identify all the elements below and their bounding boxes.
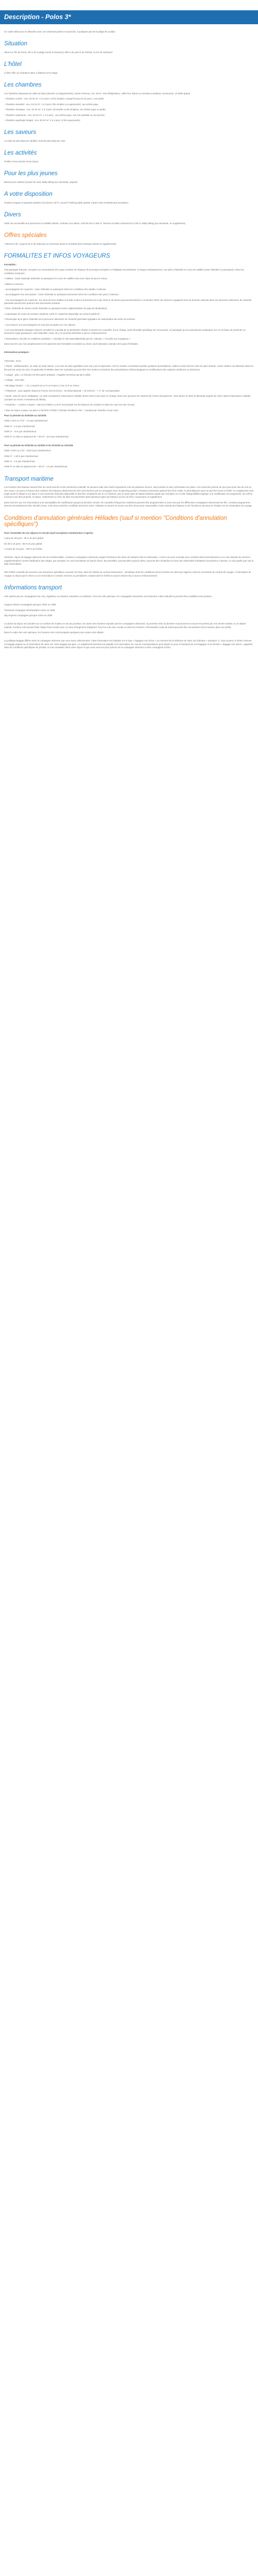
formalites-label: Formalités : (4, 263, 17, 266)
page-title: Description - Polos 3* (4, 13, 71, 21)
disposition-heading: A votre disposition (4, 191, 53, 198)
pratiques-line: Hôtel 4 clés ou 1*/2* : 2 € par chambre/nuit (4, 419, 47, 422)
pratiques-line: Hôtel 4* : 10 € par chambre/nuit (4, 430, 36, 433)
pratiques-line: • Voltage : 220 volts. (4, 379, 25, 382)
pratiques-line: Hôtel 4* : 3 € par chambre/nuit (4, 460, 35, 463)
page (0, 10, 258, 662)
divers-text: Hôtel non accessible aux personnes à mobilité réduite. Animaux non admis. Arrêt de bus à 300 m. Taverne et petits commerces à 100 m. Baby-sitting (sur demande, en supplément). (4, 222, 186, 225)
formalites-line: • Les ressortissants étrangers doivent consulter le consulat de la destination choisie et doivent se conseiller, à leur charge, toute formalité spécifique les concernant. Un passager qui ne pourrait pas embarquer sur un vol faute de présenter un document exigé (passeport, carte d'identité, visas, etc.) ne pourrait prétendre à aucun remboursement. (4, 328, 246, 335)
pratiques-line: • Santé : pas de vaccin obligatoire. La carte européenne d'assurance maladie donne droit à une prise en charge mais ceux qui pour les citoyens de l'Union Européenne. Vous devez en faire la demande auprès de votre caisse d'assurance maladie (compter au moins 2 semaines de délais). (4, 395, 251, 401)
pratiques-line: Pour la période du 01/01/26 au 31/3/26 et du 01/11/26 au 31/12/26 (4, 444, 73, 447)
transport-line: Dans tous les cas, les réservations sont susceptibles de modification jusqu'à la dernière minute. De nouvelles fréquences maritimes peuvent être programmées à notre insu par les différentes compagnies desservant les îles. Certains programmes devront éventuellement être décalés d'une, voire deux journées, modifiant ainsi leur ordre. Héliades ne pourra en aucun cas être tenue pour responsable ni des retards des bateaux et de l'incidence qui peut en résulter sur la continuation du voyage. (4, 501, 252, 507)
situation-heading: Situation (4, 41, 27, 47)
formalites-line: - Les mineurs non-accompagnés ne sont pas acceptés sur nos séjours. (4, 323, 76, 326)
saveurs-text: La salle de petit déjeuner (buffet), formule petit déjeuner. Bar. (4, 139, 66, 142)
annulation-line: A moins de 15 jours : 100 % du forfait (4, 547, 42, 550)
infos-transport-line: Aegean Airlines Compagnie grecque créée en 1999 (4, 603, 56, 606)
chambres-line: - Chambre confort : env. 20-22 m², 1 à 3 pers. (2 lits simples, canapé-lit pour la 3e pers.), vue jardin. (4, 97, 105, 100)
annulation-heading: Conditions d'annulation générales Héliades (sauf si mention "Conditions d'annulation spécifiques") (4, 515, 227, 528)
pratiques-line: • Climat : méditerranéen, se visite en toute saison. Les mois les plus agréables sont mai, juin et septembre. Avril et octobre connaissent parfois quelques perturbations. Juillet et août sont les mois les plus chauds, certes chaleur est atténuée dans les îles par les vents du nord, en particulier le Meltem dans les Cyclades qui peut être très violent et entraîner des perturbations météorologiques et modifications des rotations maritimes ou aériennes. (4, 365, 253, 371)
divers-heading: Divers (4, 212, 21, 218)
jeunes-heading: Pour les plus jeunes (4, 171, 58, 177)
formalites-line: • Autorisation de sortie du territoire (imprimé Cerfa N° 15646*01 disponible sur service-public.fr) (4, 312, 100, 315)
formalites-line: Tout passager français, européen ou ressortissant d'un pays membre de l'Espace Économique Européen a l'obligation de présenter, à chaque embarquement, une pièce d'identité en cours de validité (carte d'identité ou passeport), selon les conditions suivantes : (4, 268, 244, 275)
pratiques-line: • Monnaie : Euro (4, 359, 21, 362)
activites-heading: Les activités (4, 150, 37, 157)
transport-line: Les horaires des bateaux doivent être les seuls donnés à titre strictement indicatif. Ils peuvent subir des écarts importants voire de plusieurs heures, sans préavis et avec information sur place. Une traversée prévue de jour peut avoir lieu de nuit ou vice versa. Les jours et heures des rotations des bateaux désservent les îles sont fournies par la compagnie avec le planning produit. Certaines traversées partent très tôt le matin, le petit déjeuner peut ne pas être fourni à l'hôtel. Un supplément sera exigé avant le départ si sur place si une traversée était plus disponible et doit être remplacée par un vol intérieur, par un autre type de bateau (bateau rapide par exemple) ou si cette indisponibilité implique une modification du programme. De même il pourra vous être proposé, en place, notamment un vélo, de faire les traversées dans plusieurs types de bateaux au lieu du ferry, moyennant un supplément. (4, 486, 254, 499)
disposition-text: Chaises longues et parasols gratuits à la piscine. Wi-Fi, accueil. Parking public gratuit. Cartes Visa et Mastercard acceptées. (4, 201, 129, 204)
hotel-text: L'hôtel offre 42 chambres dans 1 bâtiment d'un étage. (4, 72, 58, 75)
pratiques-line: • Décalage horaire : + 1h. Lorsqu'il est 12 h en France, il est 13 h en Grèce. (4, 384, 80, 387)
annulation-line: A plus de 30 jours : 35 % du prix global (4, 537, 43, 540)
infos-transport-line: Dans le cadre des vols spéciaux, les horaires sont communiqués quelques jours avant votre départ. (4, 631, 104, 634)
formalites-line: - non accompagnés de 2 parents : En vertu de la loi relative à la lutte contre le terrorisme du 3 juin 2016 et du décret gouvernemental du 2 novembre 2016, les mineurs voyageant hors du territoire national sans une personne détentrice de l'autorité parentale doivent être porteurs des documents suivants : (4, 298, 252, 305)
annulation-line: De 30 à 15 jours : 85 % du prix global (4, 542, 42, 545)
chambres-line: - Chambre classique : env. 22-24 m², 1 à 2 pers. (lit double ou lits simples), vue arrière-pays ou jardin. (4, 108, 106, 111)
pratiques-line: Hôtel 5* ou villa ou logement de + 80 m² : 15 € par chambre/nuit (4, 435, 69, 438)
formalites-line: • Adultes : Carte nationale d'identité ou passeport en cours de validité et/ou avec date de pour le retour. (4, 277, 108, 280)
activites-text: Profitez d'une piscine d'eau douce. (4, 160, 39, 163)
title-bar (0, 10, 258, 24)
pratiques-line: • Téléphone : pour appeler depuis la France vers la Grèce : 00 (international) + 30 (Grèce) – + n° de correspondant. (4, 389, 120, 393)
formalites-line: - accompagnés de 2 parents : carte d'identité ou passeport selon les conditions des adultes ci-dessus. (4, 287, 107, 291)
pratiques-line: Hôtel 3* : 5 € par chambre/nuit (4, 425, 35, 428)
chambres-line: Les chambres disposent de salle de bains (douche ou baignoire/WC), sèche-cheveux, A/C, Wi-Fi, mini-réfrigérateur, coffre-fort, balcon ou terrasse (certaines communes). Lit bébé gratuit. (4, 92, 191, 95)
infos-transport-line: Vols opérés par les compagnies low cost, régulières ou charters suivantes ou similaires. Pour les vols spéciaux, les compagnies associées sont données à titre indicatif et peuvent être modifiées sans préavis : (4, 595, 213, 598)
chambres-line: - Chambre supérieure : env. 22-24 m², 1 à 2 pers., vue arrière-pays, vue mer partielle ou vue piscine. (4, 113, 105, 116)
formalites-line: - accompagnés d'un seul parent : Carte d'identité ou passeport personnel selon les conditions des parci-ci-dessus. (4, 293, 119, 296)
infos-transport-line: Transavia compagnie Néerlandaise créée en 1965 (4, 608, 55, 612)
offres-heading: Offres spéciales (4, 232, 47, 239)
saveurs-heading: Les saveurs (4, 129, 37, 136)
pratiques-line: Hôtel 4 clés ou 1*/2* : 0,50 € par chambre/nuit (4, 449, 51, 452)
chambres-line: - Chambre standard : env. 22-24 m², 1 à 3 pers. (lits simples ou superposés), vue arrière-pays. (4, 103, 99, 106)
pratiques-line: Hôtel 5* ou villa ou logement de + 80 m² : 4 € par chambre/nuit (4, 465, 68, 468)
formalites-line: Dans tous les cas, l'accomplissement et le paiement des formalités incombent au client, sauf indication contraire de la part d'Héliades. (4, 343, 139, 346)
pratiques-line: • Pourboire : « service compris » dans les hôtels, tu ne le sont jamais sur les bateaux de croisière et dans les cars lors des circuits. (4, 403, 135, 406)
pratiques-line: • Taxe de séjour à payer sur place à l'arrivée à l'hôtel ("Climate Resilience Tax" : montant par chambre et par nuit) : (4, 409, 119, 412)
pratiques-line: Hôtel 3* : 1,50 € par chambre/nuit (4, 454, 38, 457)
pratiques-line: Pour la période du 01/04/26 au 31/10/26 (4, 414, 46, 417)
annulation-line: Pour l'ensemble de nos séjours et circuits (sauf exceptions mentionnées ci-après) : (4, 531, 94, 534)
hotel-heading: L'hôtel (4, 61, 22, 68)
pratiques-line: • Langue : grec. Le français est très guère pratiqué ; l'anglais est beaucoup plus utilisé. (4, 373, 91, 376)
content (0, 30, 258, 650)
infos-transport-line: La politique bagage diffère selon la compagnie aérienne que vous aurez sélectionnée. Cette information est indiquée sur le logo « bagages non inclus » au moment de la sélection de votre vol (rubrique « transport »). Vous pourrez à même réserver un bagage payant ou en réservation de votre vol, votre bagage par gare. Le supplément éventuel est payable à la réservation. En cas de correspondance pour lequel ou pour le transport de vos bagages si la mention « Bagage non inclus » apparaît dans les conditions spécifiques du produit, si vous souhaitez dans votre séjour et que vous vous est pour prévoir soi la compagnie aérienne à votre compagnie à bord. (4, 639, 252, 649)
annulation-line: Attention, l'ajout de bagage optionnel est non remboursable. Certaines compagnies aériennes exigent l'émission des titres de transport dès la réservation, c'est le cas pour exemple pour certains tarifs promotionnels ou en cas d'achats de services supplémentaires comme l'attribution des sièges, par exemple. En cas d'annulation du fait du client, des pénalités, pouvant aller jusqu'à 100%, pourront être réclamées en plus des indemnités forfaitaires énumérées ci-dessus, et cela quelle que soit la date d'annulation. (4, 556, 254, 566)
chambres-line: - Chambre quadruple budget : env. 20-22 m², 2 à 4 pers. (2 lits superposés). (4, 118, 81, 122)
formalites-line: • Photocopie de la pièce d'identité de la personne détentrice de l'autorité parentale signataire de l'autorisation de sortie du territoire. (4, 318, 136, 321)
infos-transport-line: La durée du séjour est calculée sur un nombre de nuitées et non de journées. En raison des horaires imposés par les compagnies aériennes, la première et/ou la dernière nuit peuvent se trouver écourtées par une arrivée tardive ou un départ matinal. Certains vols peuvent faire l'objet d'une escale avec ou sans changement d'appareil. Pour les vols avec escale et selon les horaires, d'éventuelles nuits de transit peuvent être nécessaires (hors incluses dans nos tarifs). (4, 622, 246, 629)
formalites-line: • Pièce d'identité du mineur (carte d'identité ou passeport selon réglementation du pays de destination) (4, 307, 107, 310)
formalites-heading: FORMALITES ET INFOS VOYAGEURS (4, 253, 110, 260)
formalites-line: • Bébés et mineurs : (4, 282, 25, 285)
infos-transport-heading: Informations transport (4, 585, 62, 591)
intro-text: Un cadre idéal pour se détendre avec son charmant jardin et sa piscine, à quelques pas de la plage de Livadia. (4, 30, 116, 33)
jeunes-text: Bassin pour enfants (à partir de mai). Baby-sitting (sur demande, payant). (4, 180, 78, 183)
formalites-line: • Informations, sécurité et conditions sanitaires : consultez le site www.diplomatie.gouv.fr, rubrique « Conseils aux voyageurs » (4, 337, 131, 340)
situation-text: Situé sur l'île de Paros, 50 m de la plage (route à traverser), 500 m du port et de Parikia, 11 km de l'aéroport. (4, 51, 113, 54)
transport-heading: Transport maritime (4, 476, 54, 482)
pratiques-label: Informations pratiques : (4, 351, 30, 354)
annulation-line: HELIADES conseille de souscrire une assurance spécifique couvrant ces frais, dans les limites du contrat d'assurance : annulation dont les conditions seront remises au client par l'agence avant la conclusion du contrat de voyage. L'interruption de voyage ou séjour par le client ou sa renonciation à certains services ou prestations compris dans le forfait ne pourra donner lieu à aucun remboursement. (4, 571, 251, 577)
chambres-heading: Les chambres (4, 82, 42, 89)
infos-transport-line: Sky Express compagnie grecque créée en 2005 (4, 614, 53, 617)
offres-text: • Réserver tôt : jusqu'à 15 % de réduction en réservant avant le 31/03/26 (hors transport aérien et suppléments). (4, 243, 117, 246)
